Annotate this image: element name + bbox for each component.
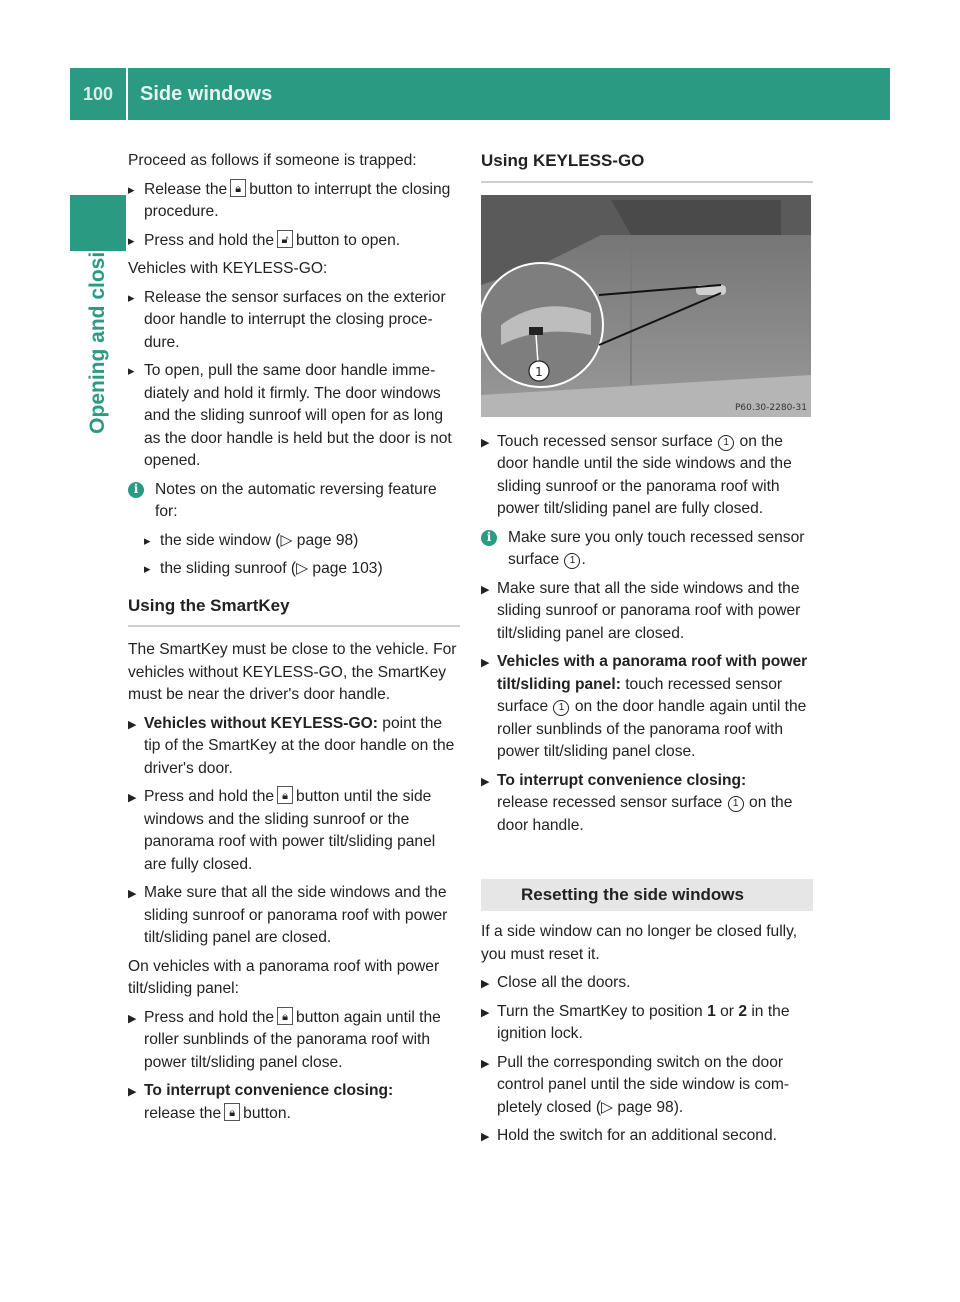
callout-marker: 1: [718, 435, 734, 451]
list-item: ▸ To open, pull the same door handle immediately and hold it firmly. The door windows and the sliding sunroof will open for as long as the door handle is held but the door is not opened.: [128, 360, 460, 473]
door-handle-figure: [481, 195, 811, 417]
step-item: ▶ Vehicles with a panorama roof with power tilt/sliding panel: touch recessed sensor surface 1 on the door handle again until the roller sunblinds of the panorama roof with power tilt/sliding panel close.: [481, 651, 813, 764]
left-column: [128, 150, 460, 1131]
step-item: ▶ Press and hold the 🔒︎ button again until the roller sunblinds of the panorama roof with power tilt/sliding panel close.: [128, 1007, 460, 1075]
link-sliding-sunroof[interactable]: ▸ the sliding sunroof (▷ page 103): [128, 558, 460, 581]
lock-icon: 🔒︎: [230, 179, 246, 197]
heading-keyless-go: Using KEYLESS-GO: [481, 150, 813, 183]
right-column: [481, 150, 813, 1154]
list-item: ▸ Release the sensor surfaces on the exterior door handle to interrupt the closing procedure.: [128, 287, 460, 355]
keyless-intro: Vehicles with KEYLESS-GO:: [128, 260, 328, 277]
step-item: ▶ Vehicles without KEYLESS-GO: point the tip of the SmartKey at the door handle on the driver's door.: [128, 713, 460, 781]
unlock-icon: 🔓︎: [277, 230, 293, 248]
panorama-intro: On vehicles with a panorama roof with power tilt/sliding panel:: [128, 957, 440, 997]
reset-intro: If a side window can no longer be closed fully, you must reset it.: [481, 923, 798, 963]
step-item: ▶ Hold the switch for an additional second.: [481, 1125, 813, 1148]
intro-text: Proceed as follows if someone is trapped:: [128, 152, 417, 169]
callout-marker: 1: [553, 700, 569, 716]
step-item: ▶ Pull the corresponding switch on the door control panel until the side window is completely closed (▷ page 98).: [481, 1052, 813, 1120]
info-icon: i: [128, 482, 144, 498]
heading-smartkey: Using the SmartKey: [128, 595, 460, 628]
info-note: i Make sure you only touch recessed sensor surface 1 .: [481, 527, 813, 572]
step-item: ▶ Turn the SmartKey to position 1 or 2 in the ignition lock.: [481, 1001, 813, 1046]
smartkey-intro: The SmartKey must be close to the vehicle. For vehicles without KEYLESS-GO, the SmartKey must be near the driver's door handle.: [128, 641, 457, 703]
header-divider: [126, 68, 128, 120]
callout-marker: 1: [728, 796, 744, 812]
car-door-illustration: [481, 195, 811, 417]
lock-icon: 🔒︎: [224, 1103, 240, 1121]
link-side-window[interactable]: ▸ the side window (▷ page 98): [128, 530, 460, 553]
figure-code: P60.30-2280-31: [734, 402, 807, 413]
lock-icon: 🔒︎: [277, 1007, 293, 1025]
heading-reset-side-windows: Resetting the side windows: [481, 879, 813, 911]
callout-number: 1: [535, 364, 543, 379]
chapter-label: Opening and closing: [86, 226, 109, 434]
list-item: ▸ Release the 🔒︎ button to interrupt the closing procedure.: [128, 179, 460, 224]
step-item: ▶ To interrupt convenience closing: release recessed sensor surface 1 on the door handle.: [481, 770, 813, 838]
info-note: i Notes on the automatic reversing feature for:: [128, 479, 460, 524]
callout-marker: 1: [564, 553, 580, 569]
step-item: ▶ Press and hold the 🔒︎ button until the side windows and the sliding sunroof or the panorama roof with power tilt/sliding panel are fully closed.: [128, 786, 460, 876]
step-item: ▶ Make sure that all the side windows and the sliding sunroof or panorama roof with power tilt/sliding panel are closed.: [481, 578, 813, 646]
list-item: ▸ Press and hold the 🔓︎ button to open.: [128, 230, 460, 253]
lock-icon: 🔒︎: [277, 786, 293, 804]
step-item: ▶ Make sure that all the side windows and the sliding sunroof or panorama roof with power tilt/sliding panel are closed.: [128, 882, 460, 950]
page-number: 100: [82, 83, 114, 104]
step-item: ▶ To interrupt convenience closing: release the 🔒︎ button.: [128, 1080, 460, 1125]
info-icon: i: [481, 530, 497, 546]
step-item: ▶ Close all the doors.: [481, 972, 813, 995]
section-title: Side windows: [140, 82, 273, 105]
step-item: ▶ Touch recessed sensor surface 1 on the door handle until the side windows and the sliding sunroof or the panorama roof with power tilt/sliding panel are fully closed.: [481, 431, 813, 521]
